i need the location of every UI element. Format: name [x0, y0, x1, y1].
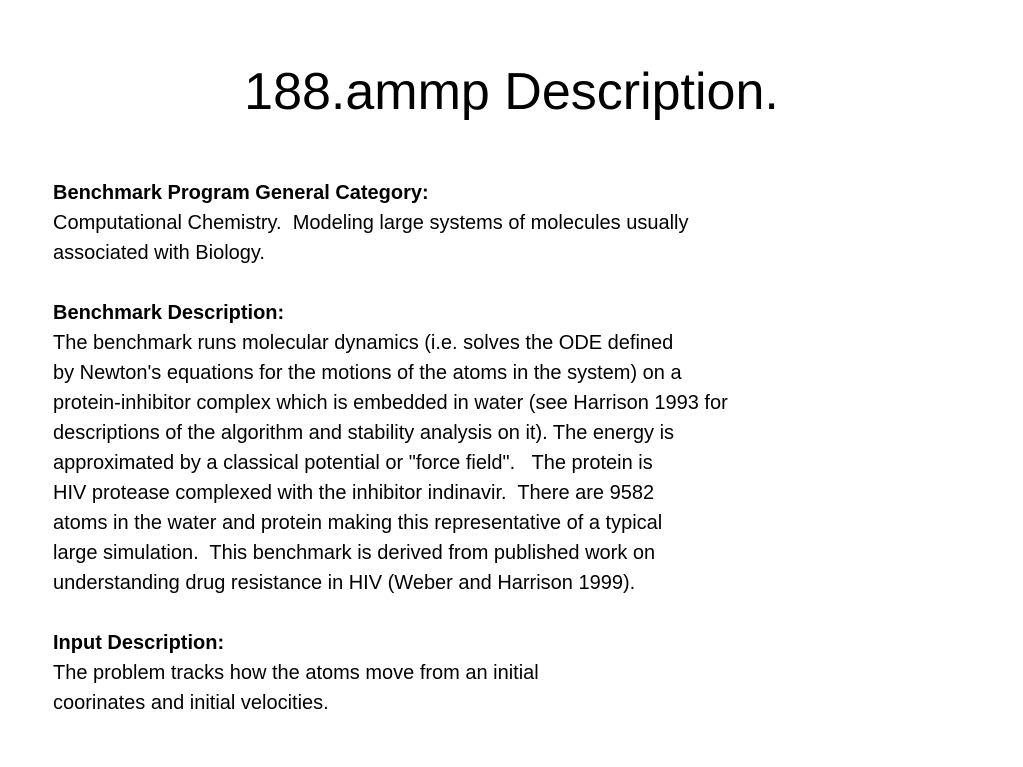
- slide-title: 188.ammp Description.: [244, 63, 779, 121]
- text-line: descriptions of the algorithm and stability analysis on it). The energy is: [53, 422, 675, 444]
- section-heading: Benchmark Description:: [53, 302, 285, 324]
- section-heading: Input Description:: [53, 632, 225, 654]
- slide-body: [53, 178, 993, 748]
- text-line: protein-inhibitor complex which is embedded in water (see Harrison 1993 for: [53, 392, 728, 414]
- text-line: Computational Chemistry. Modeling large systems of molecules usually: [53, 212, 689, 234]
- text-line: large simulation. This benchmark is derived from published work on: [53, 542, 656, 564]
- section-benchmark-description: [53, 298, 993, 598]
- text-line: associated with Biology.: [53, 242, 265, 264]
- section-general-category: [53, 178, 993, 268]
- text-line: by Newton's equations for the motions of the atoms in the system) on a: [53, 362, 682, 384]
- text-line: approximated by a classical potential or "force field". The protein is: [53, 452, 653, 474]
- text-line: coorinates and initial velocities.: [53, 692, 329, 714]
- text-line: The benchmark runs molecular dynamics (i.e. solves the ODE defined: [53, 332, 674, 354]
- text-line: The problem tracks how the atoms move from an initial: [53, 662, 539, 684]
- text-line: understanding drug resistance in HIV (Weber and Harrison 1999).: [53, 572, 636, 594]
- text-line: HIV protease complexed with the inhibitor indinavir. There are 9582: [53, 482, 655, 504]
- section-input-description: [53, 628, 993, 718]
- text-line: atoms in the water and protein making this representative of a typical: [53, 512, 663, 534]
- section-heading: Benchmark Program General Category:: [53, 182, 429, 204]
